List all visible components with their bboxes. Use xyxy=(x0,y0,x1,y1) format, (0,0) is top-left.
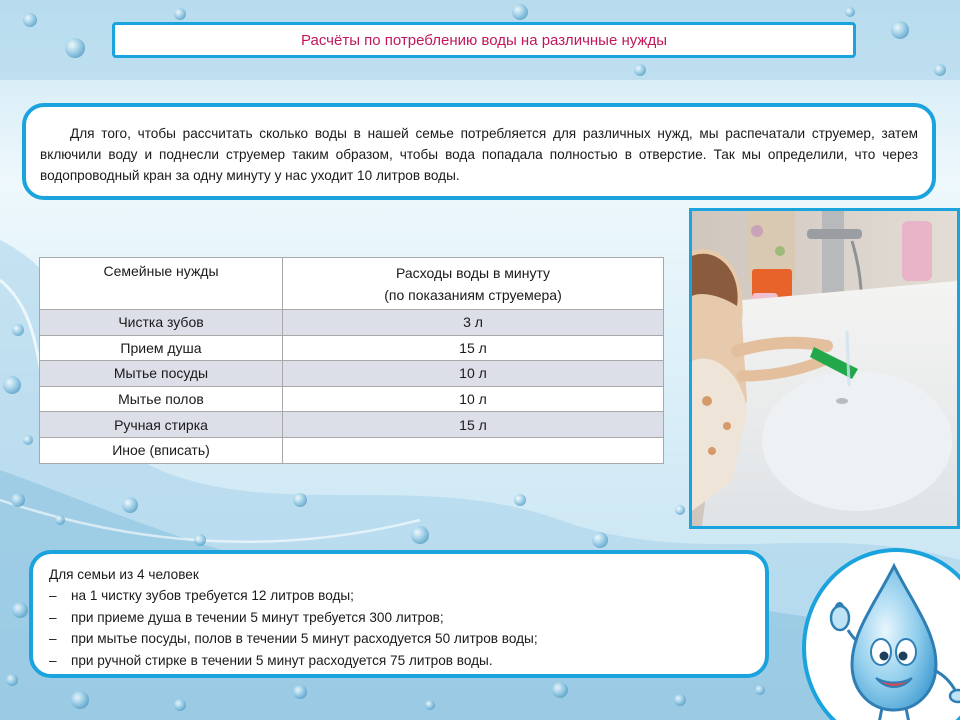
rate-cell: 10 л xyxy=(283,361,664,387)
need-cell: Мытье полов xyxy=(40,386,283,412)
water-usage-table xyxy=(39,257,664,464)
list-dash: – xyxy=(49,652,57,668)
table-row xyxy=(40,437,664,463)
need-cell: Чистка зубов xyxy=(40,310,283,336)
list-item-text: при приеме душа в течении 5 минут требуется 300 литров; xyxy=(71,609,444,625)
list-item xyxy=(49,607,749,629)
slide-title: Расчёты по потреблению воды на различные нужды xyxy=(301,31,667,49)
need-cell: Мытье посуды xyxy=(40,361,283,387)
water-drop-mascot-icon xyxy=(806,552,960,720)
list-item-text: при ручной стирке в течении 5 минут расходуется 75 литров воды. xyxy=(71,652,493,668)
list-dash: – xyxy=(49,631,57,646)
list-item xyxy=(49,585,749,607)
table-row xyxy=(40,361,664,387)
col-header-rate-line2: (по показаниям струемера) xyxy=(384,286,562,303)
table-row xyxy=(40,386,664,412)
need-cell: Прием душа xyxy=(40,335,283,361)
need-cell: Ручная стирка xyxy=(40,412,283,438)
col-header-rate xyxy=(283,258,664,310)
summary-list xyxy=(49,585,749,671)
summary-box xyxy=(29,550,769,678)
col-header-rate-line1: Расходы воды в минуту xyxy=(395,264,551,281)
list-dash: – xyxy=(49,609,57,625)
list-item xyxy=(49,628,749,650)
table-row xyxy=(40,335,664,361)
rate-cell xyxy=(283,437,664,463)
intro-text: Для того, чтобы рассчитать сколько воды в нашей семье потребляется для различных нужд, мы распечатали струемер, затем включили воду и поднесли струемер таким образом, чтобы вода попадала полностью в отверстие. Так мы определили, что через водопроводный кран за одну минуту у нас уходит 10 литров воды. xyxy=(40,126,918,183)
list-item xyxy=(49,650,749,672)
summary-heading: Для семьи из 4 человек xyxy=(49,567,199,582)
table-row xyxy=(40,310,664,336)
need-cell: Иное (вписать) xyxy=(40,437,283,463)
list-dash: – xyxy=(49,588,57,603)
rate-cell: 15 л xyxy=(283,412,664,438)
col-header-needs: Семейные нужды xyxy=(40,258,283,310)
table-header-row xyxy=(40,258,664,310)
rate-cell: 3 л xyxy=(283,310,664,336)
list-item-text: на 1 чистку зубов требуется 12 литров воды; xyxy=(71,588,354,603)
rate-cell: 15 л xyxy=(283,335,664,361)
intro-box xyxy=(22,103,936,200)
list-item-text: при мытье посуды, полов в течении 5 минут расходуется 50 литров воды; xyxy=(71,631,538,646)
rate-cell: 10 л xyxy=(283,386,664,412)
slide-title-box xyxy=(112,22,856,58)
child-at-bathtub-photo xyxy=(689,208,960,529)
table-row xyxy=(40,412,664,438)
